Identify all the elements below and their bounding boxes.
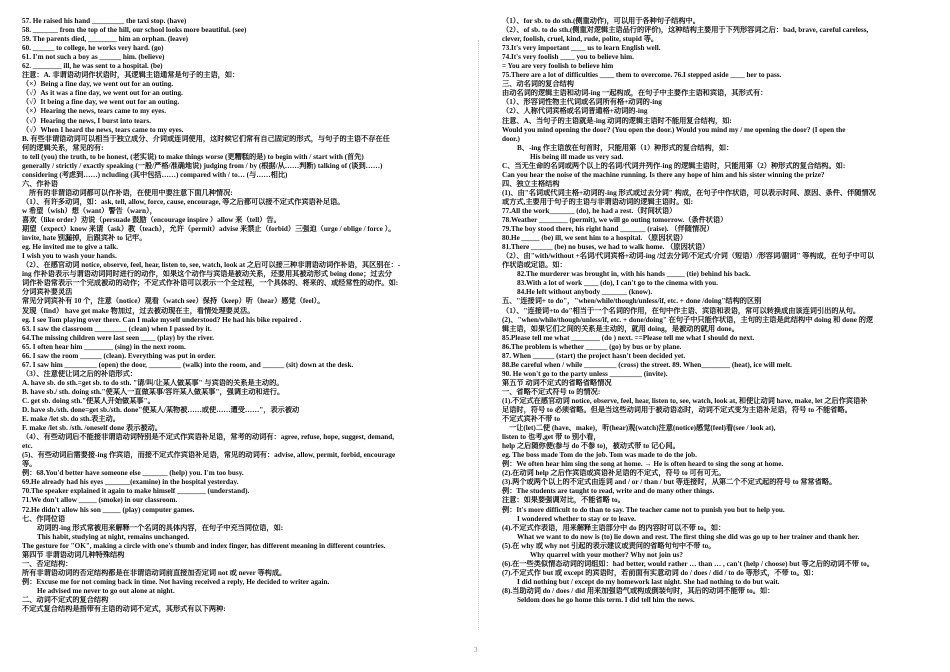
text-line: Seldom does he go home this term. I did tell him the news. bbox=[517, 596, 695, 604]
text-line: Why quarrel with your mother? Why not join us? bbox=[530, 550, 683, 559]
text-line: 例：Excuse me for not coming back in time. Not having received a reply, He decided to writer again. bbox=[22, 577, 330, 586]
text-line: C. get sb. doing sth."使某人开始做某事"。 bbox=[22, 396, 155, 405]
text-line: (1).不定式在感官动词 notice, observe, feel, hear, listen to, see, watch, look at, 和使让动词 have, make, let 之后作宾语补 bbox=[502, 396, 868, 405]
text-line: （3）、注意使让词之后的补语形式： bbox=[22, 369, 137, 378]
text-line: The gesture for "OK", making a circle with one's thumb and index finger, has different meaning in different countries. bbox=[22, 541, 386, 550]
text-line: door.) bbox=[502, 134, 520, 143]
text-line: 62. ________ ill, he was sent to a hospital. (be) bbox=[22, 62, 163, 71]
text-line: 90. He won't go to the party unless _________ (invite). bbox=[502, 369, 668, 378]
text-line: 五、"连接词+ to do"，"when/while/though/unless/if, etc. + done /doing"结构的区别 bbox=[502, 297, 762, 306]
text-line: （1）、"连接词+to do"相当于一个名词的作用，在句中作主语、宾语和表语，常可以转换成由该连词引出的从句。 bbox=[502, 306, 861, 315]
text-line: 一、否定结构： bbox=[22, 559, 73, 568]
text-line: etc. bbox=[22, 442, 33, 451]
text-line: generally / strictly / exactly speaking (一般/严格/准确地说) judging from / by (根据/从……判断) talking of (谈到……) bbox=[22, 161, 383, 170]
text-line: I wondered whether to stay or to leave. bbox=[517, 514, 636, 523]
text-line: 注意、A、当句子的主语就是-ing 动词的逻辑主语时不能用复合结构，如: bbox=[502, 116, 732, 125]
text-line: 七、作同位语 bbox=[22, 514, 66, 523]
text-line: 六、作补语 bbox=[22, 179, 58, 188]
text-line: 一、省略不定式符号 to 的情况: bbox=[502, 387, 601, 396]
text-line: （2）、of sb. to do sth.(侧重对逻辑主语品行的评价)，这种结构主要用于下列形容词之后：bad, brave, careful careless, bbox=[502, 26, 869, 35]
text-line: 66. I saw the room ______ (clean). Everything was put in order. bbox=[22, 351, 216, 360]
text-line: 74.It's very foolish ____ you to believe him. bbox=[502, 53, 634, 62]
text-line: B. 有些非谓语动词可以相当于独立成分、介词或连词使用，这时候它们常有自己固定的形式，与句子的主语不存在任 bbox=[22, 134, 390, 143]
text-line: 等。 bbox=[22, 460, 37, 469]
text-line: 65. I often hear him ________ (sing) in the next room. bbox=[22, 342, 186, 351]
text-line: （√）Hearing the news, I burst into tears. bbox=[22, 116, 151, 125]
text-line: （√）As it was a fine day, we went out for an outing. bbox=[22, 89, 183, 98]
text-line: （2）、人称代词宾格或名词普通格+动词的-ing bbox=[502, 107, 648, 116]
text-line: eg. The boss made Tom do the job. Tom was made to do the job. bbox=[502, 451, 697, 460]
text-line: 57. He raised his hand _________ the taxi stop. (have) bbox=[22, 17, 187, 25]
text-line: 二、动词不定式的复合结构 bbox=[22, 596, 109, 604]
text-line: 84.He left without anybody _______ (know). bbox=[517, 288, 653, 297]
text-line: (5).在 why 或 why not 引起的表示建议或责问的省略句句中不带 to。 bbox=[502, 541, 716, 550]
text-line: (2)、"when/while/though/unless/if, etc. + done/doing" 在句子中只能作状语，主句的主语是此结构中 doing 和 done 的逻 bbox=[502, 315, 874, 324]
text-line: listen to 也考,get 带 to 别小看， bbox=[502, 433, 601, 442]
left-column bbox=[22, 17, 462, 667]
text-line: 第五节 动词不定式的省略省略情况 bbox=[502, 378, 612, 387]
text-line: eg. He invited me to give a talk. bbox=[22, 243, 119, 252]
text-line: 82.The murderer was brought in, with his hands _____ (tie) behind his back. bbox=[517, 270, 751, 279]
text-line: F. make /let sb. /sth. /oneself done 表示被动。 bbox=[22, 424, 162, 433]
text-line: 辑主语，如果它们之间的关系是主动的，就用 doing，是被动的就用 done。 bbox=[502, 324, 739, 333]
text-line: （2）、由"with/without +名词/代词宾格+动词-ing /过去分词/不定式/介词（短语）/形容词/副词" 等构成，在句子中可以 bbox=[502, 252, 875, 261]
text-line: (4).不定式作表语，用来解释主语部分中 do 的内容时可以不带 to。如： bbox=[502, 523, 726, 532]
text-line: 63. I saw the classroom _________ (clean) when I passed by it. bbox=[22, 324, 212, 333]
text-line: 何的逻辑关系，常见的有: bbox=[22, 143, 104, 152]
text-line: 79.The boy stood there, his right hand _______ (raise). （伴随情况） bbox=[502, 225, 714, 234]
text-line: （1）、有许多动词，如：ask, tell, allow, force, cause, encourage, 等之后都可以接不定式作宾语补足语。 bbox=[22, 197, 345, 206]
text-line: (3).两个或两个以上的不定式由连词 and / or / than / but 等连接时，从第二个不定式起的符号 to 常常省略。 bbox=[502, 478, 837, 487]
right-column bbox=[502, 17, 942, 667]
text-line: 喜欢（like order）劝说（persuade 鼓励（encourage inspire ）allow 来（tell）告。 bbox=[22, 216, 281, 225]
text-line: 作状语或定语。如： bbox=[502, 261, 567, 270]
text-line: help 之后随你便(参与 do 不参 to)，被动式带 to 记心间。 bbox=[502, 442, 680, 451]
text-line: （√）It being a fine day, we went out for an outing. bbox=[22, 98, 180, 107]
text-line: (8).当助动词 do / does / did 用来加强语气或构成倒装句时，其后的动词不能带 to。如： bbox=[502, 586, 775, 595]
text-line: 67. I saw him _________ (open) the door, _________ (walk) into the room, and ______ (sit) down at the desk. bbox=[22, 360, 354, 369]
text-line: (6).在一些类似情态动词的词组如：had better, would rather … than … , can't (help / choose) but 等之后的动词不带 to。 bbox=[502, 559, 874, 568]
text-line: 80.He _____ (be) ill, we sent him to a hospital. （原因状语） bbox=[502, 234, 688, 243]
text-line: （×）Hearing the news, tears came to my eyes. bbox=[22, 107, 167, 116]
text-line: 注意：A. 非谓语动词作状语时，其逻辑主语通常是句子的主语，如： bbox=[22, 71, 240, 80]
text-line: ing 作补语表示与谓语动词同时进行的动作，如果这个动作与宾语是被动关系，还要用其被动形式 being done；过去分 bbox=[22, 270, 392, 279]
text-line: 86.The problem is whether ______ (go) by bus or by plane. bbox=[502, 342, 682, 351]
text-line: 75.There are a lot of difficulties ____ them to overcome. 76.I stepped aside ____ her to pass. bbox=[502, 71, 782, 80]
text-line: 58. _______ from the top of the hill, our school looks more beautiful. (see) bbox=[22, 26, 247, 35]
text-line: 四、独立主格结构 bbox=[502, 179, 560, 188]
text-line: （√）When I heard the news, tears came to my eyes. bbox=[22, 125, 184, 134]
text-line: 78.Weather ________ (permit), we will go outing tomorrow.（条件状语） bbox=[502, 216, 728, 225]
text-line: (5)、有些动词后需要接-ing 作宾语，而接不定式作宾语补足语，常见的动词有：advise, allow, permit, forbid, encourage bbox=[22, 451, 396, 460]
text-line: 不定式复合结构是指带有主语的动词不定式，其形式有以下两种: bbox=[22, 605, 226, 614]
text-line: B、-ing 作主语放在句首时，只能用第（1）种形式的复合结构，如： bbox=[517, 143, 734, 152]
text-line: 不定式宾补不带 to bbox=[502, 415, 561, 424]
text-line: 81.There ______ (be) no buses, we had to walk home. （原因状语） bbox=[502, 243, 710, 252]
text-line: eg. I see Tom playing over there. Can I make myself understood? He had his bike repaired . bbox=[22, 315, 302, 324]
text-line: 85.Please tell me what ________ (do ) next. ==Please tell me what I should do next. bbox=[502, 333, 755, 342]
text-line: C、当无生命的名词或两个以上的名词/代词并列作-ing 的逻辑主语时，只能用第（2）种形式的复合结构。如: bbox=[502, 161, 846, 170]
text-line: 所有的非谓语动词都可以作补语，在使用中要注意下面几种情况: bbox=[29, 188, 233, 197]
text-line: 83.With a lot of work ____ (do), I can't go to the cinema with you. bbox=[517, 279, 718, 288]
text-line: 例：The students are taught to read, write and do many other things. bbox=[502, 487, 715, 496]
text-line: 一让(let)二使 (have、make)，听(hear)观(watch)注意(notice)感觉(feel)看(see / look at), bbox=[509, 424, 776, 433]
text-line: 64.The missing children were last seen ____ (play) by the river. bbox=[22, 333, 214, 342]
text-line: 动词的-ing 形式常被用来解释一个名词的具体内容，在句子中充当同位语，如: bbox=[37, 523, 284, 532]
text-line: 三、动名词的复合结构 bbox=[502, 80, 574, 89]
text-line: 词作补语常表示一个完成被动的动作；不定式作补语可以表示一个全过程，一个具体的、将来的、或经常性的动作。如: bbox=[22, 279, 399, 288]
text-line: 72.He didn't allow his son _____ (play) computer games. bbox=[22, 505, 195, 514]
text-line: (1)、由"名词或代词主格+动词的-ing 形式或过去分词" 构成，在句子中作状语，可以表示时间、原因、条件、伴随情况 bbox=[502, 188, 876, 197]
text-line: B. have sb./ sth. doing sth."使某人一直做某事/容许某人做某事"，强调主动和进行。 bbox=[22, 387, 285, 396]
text-line: w 希望（wish）想（want）警告（warn）， bbox=[22, 206, 157, 215]
text-line: 73.It's very important ____ us to learn English well. bbox=[502, 44, 661, 53]
text-line: （1）、for sb. to do sth.(侧重动作)，可以用于各种句子结构中。 bbox=[502, 17, 700, 25]
text-line: He advised me never to go out alone at night. bbox=[37, 586, 175, 595]
text-line: (2).在动词 help 之后作宾语或宾语补足语的不定式，符号 to 可有可无。 bbox=[502, 469, 726, 478]
text-line: = You are very foolish to believe him bbox=[502, 62, 614, 71]
text-line: 88.Be careful when / while _________ (cross) the street. 89. When________ (heat), ice will melt. bbox=[502, 360, 792, 369]
text-line: 71.We don't allow _____ (smoke) in our classroom. bbox=[22, 496, 178, 505]
text-line: 发现（find） have get make 物加过，过去被动现在主，看情处理要灵活。 bbox=[22, 306, 255, 315]
text-line: to tell (you) the truth, to be honest, (老实说) to make things worse (更糟糕的是) to begin with / start with (首先) bbox=[22, 152, 364, 161]
text-line: 例：68.You'd better have someone else _______ (help) you. I'm too busy. bbox=[22, 469, 244, 478]
text-line: 第四节 非谓语动词几种特殊结构 bbox=[22, 550, 125, 559]
text-line: 所有非谓语动词的否定结构都是在非谓语动词前直接加否定词 not 或 never 等构成。 bbox=[22, 568, 287, 577]
text-line: Would you mind opening the door? (You open the door.) Would you mind my / me opening the door? (I open the bbox=[502, 125, 846, 134]
text-line: （1）、形容词性物主代词或名词所有格+动词的-ing bbox=[502, 98, 662, 107]
text-line: invite, hate 别漏掉，后跟宾补 to 记牢。 bbox=[22, 234, 147, 243]
text-line: D. have sb./sth. done=get sb./sth. done"使某人/某物被……或使……遭受……"，表示被动 bbox=[22, 406, 300, 415]
text-line: 由动名词的逻辑主语和动词-ing 一起构成，在句子中主要作主语和宾语，其形式有： bbox=[502, 89, 768, 98]
text-line: clever, foolish, cruel, kind, rude, polite, stupid 等。 bbox=[502, 35, 659, 44]
text-line: His being ill made us very sad. bbox=[530, 152, 624, 161]
text-line: 87. When ______ (start) the project hasn't been decided yet. bbox=[502, 351, 686, 360]
text-line: 60. ______ to college, he works very hard. (go) bbox=[22, 44, 164, 53]
text-line: A. have sb. do sth.=get sb. to do sth. "请/叫/让某人做某事" 与宾语的关系是主动的。 bbox=[22, 378, 284, 387]
text-line: 例：We often hear him sing the song at home. → He is often heard to sing the song at home. bbox=[502, 460, 784, 469]
text-line: 或方式,主要用于句子的主语与非谓语动词的逻辑主语时。如: bbox=[502, 197, 694, 206]
text-line: 足语时，符号 to 必须省略。但是当这些动词用于被动语态时，动词不定式变为主语补足语，符号 to 不能省略。 bbox=[502, 406, 852, 415]
text-line: Can you hear the noise of the machine running. Is there any hope of him and his sister winning the prize? bbox=[502, 170, 825, 179]
text-line: E. make /let sb. do sth.表主动。 bbox=[22, 415, 120, 424]
text-line: 分词宾补要灵活 bbox=[22, 288, 73, 297]
page-number: 3 bbox=[474, 646, 478, 654]
text-line: 69.He already had his eyes _______(examine) in the hospital yesterday. bbox=[22, 478, 239, 487]
text-line: I wish you to wash your hands. bbox=[22, 252, 117, 261]
text-line: （2）、在感官动词 notice, observe, feel, hear, listen to, see, watch, look at 之后可以接三种非谓语动词作补语，其区别在：- bbox=[22, 261, 401, 270]
text-line: (7).不定式作 but 或 except 的宾语时，若前面有实意动词 do / does / did / to do 等形式，不带 to。如： bbox=[502, 568, 819, 577]
text-line: 59. The parents died, ________ him an orphan. (leave) bbox=[22, 35, 189, 44]
column-divider bbox=[478, 40, 479, 630]
text-line: This habit, studying at night, remains unchanged. bbox=[37, 532, 190, 541]
text-line: 注意：如果要强调对比，不能省略 to。 bbox=[502, 496, 625, 505]
text-line: 77.All the work_______ (do), he had a rest.（时间状语） bbox=[502, 206, 677, 215]
text-line: 常见分词宾补有 10 个，注意（notice）观看（watch see）保持（keep）听（hear）感觉（feel）。 bbox=[22, 297, 325, 306]
text-line: 例：It's more difficult to do than to say. The teacher came not to punish you but to help you. bbox=[502, 505, 785, 514]
text-line: （×）Being a fine day, we went out for an outing. bbox=[22, 80, 174, 89]
text-line: What we want to do now is (to) lie down and rest. The first thing she did was go up to her trainer and thank her. bbox=[517, 532, 860, 541]
text-line: considering (考虑到……) ncluding (其中包括……) compared with / to… (与……相比) bbox=[22, 170, 288, 179]
text-line: 61. I'm not such a boy as ______ him. (believe) bbox=[22, 53, 165, 62]
text-line: （4）、有些动词后不能接非谓语动词特别是不定式作宾语补足语，常考的动词有：agree, refuse, hope, suggest, demand, bbox=[22, 433, 395, 442]
text-line: 期望（expect）know 来请（ask）教（teach），允许（permit）advise 来禁止（forbid）三强迫（urge / oblige / force ）。 bbox=[22, 225, 396, 234]
text-line: I did nothing but / except do my homework last night. She had nothing to do but wait. bbox=[517, 577, 780, 586]
text-line: 70.The speaker explained it again to make himself ________ (understand). bbox=[22, 487, 250, 496]
